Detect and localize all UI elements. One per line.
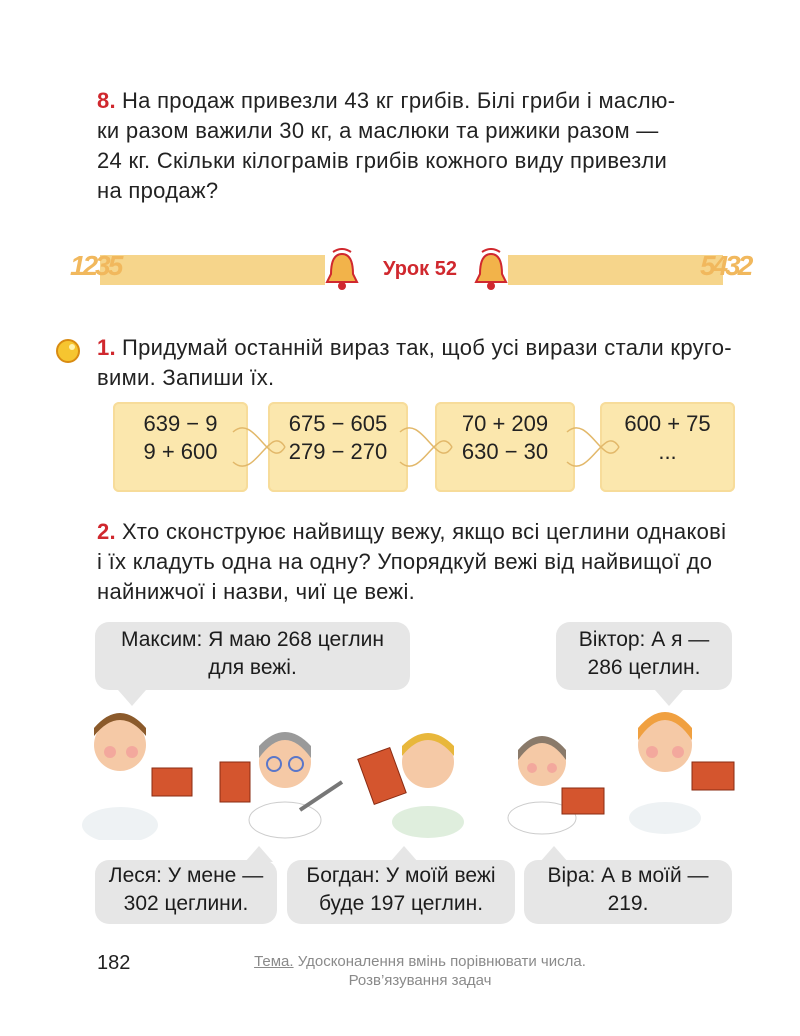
speech-bubble-maksym xyxy=(95,622,410,690)
bubble-line: 219. xyxy=(607,892,649,915)
topic-line: Удосконалення вмінь порівнювати числа. xyxy=(297,953,586,970)
child-figure xyxy=(508,736,604,834)
lesson-title: Урок 52 xyxy=(383,258,457,280)
bell-icon xyxy=(472,248,510,292)
speech-bubble-bohdan xyxy=(287,860,515,924)
expression: 630 − 30 xyxy=(461,439,549,464)
task-text-line: На продаж привезли 43 кг грибів. Білі гриби і маслю- xyxy=(121,88,676,113)
page-number: 182 xyxy=(97,952,131,974)
expression: 9 + 600 xyxy=(143,439,218,464)
expression: 600 + 75 xyxy=(624,411,711,436)
bell-icon xyxy=(323,248,361,292)
bubble-line: 286 цеглин. xyxy=(587,656,701,679)
string-connector-icon xyxy=(225,402,695,497)
number-decoration-left: 1235 xyxy=(70,250,121,281)
expression: 279 − 270 xyxy=(288,439,388,464)
speech-bubble-vira xyxy=(524,860,732,924)
number-decoration-right: 5432 xyxy=(700,250,751,281)
speech-bubble-lesia xyxy=(95,860,277,924)
speech-bubble-viktor xyxy=(556,622,732,690)
task-8 xyxy=(97,86,735,206)
smiley-marker-icon xyxy=(55,338,81,364)
bubble-line: Віктор: А я — xyxy=(578,628,710,651)
bubble-line: Віра: А в моїй — xyxy=(547,864,709,887)
expression: 639 − 9 xyxy=(143,411,218,436)
task-text-line: і їх кладуть одна на одну? Упорядкуй вежі від найвищої до xyxy=(97,549,713,574)
footer-topic xyxy=(230,952,610,990)
task-text-line: Придумай останній вираз так, щоб усі вирази стали круго- xyxy=(121,335,732,360)
bubble-line: для вежі. xyxy=(208,656,297,679)
task-text-line: 24 кг. Скільки кілограмів грибів кожного виду привезли xyxy=(97,148,668,173)
task-text-line: вими. Запиши їх. xyxy=(97,365,275,390)
task-number: 8. xyxy=(97,88,116,113)
lesson-band-left xyxy=(100,255,325,285)
bubble-line: 302 цеглини. xyxy=(123,892,249,915)
child-figure xyxy=(82,713,192,840)
expression: 70 + 209 xyxy=(461,411,549,436)
bubble-line: Богдан: У моїй вежі xyxy=(306,864,496,887)
bubble-line: буде 197 цеглин. xyxy=(318,892,484,915)
task-text-line: на продаж? xyxy=(97,178,219,203)
lesson-band-right xyxy=(508,255,723,285)
task-number: 2. xyxy=(97,519,116,544)
task-1 xyxy=(97,333,735,393)
expression: ... xyxy=(658,439,677,464)
task-number: 1. xyxy=(97,335,116,360)
task-text-line: ки разом важили 30 кг, а маслюки та рижики разом — xyxy=(97,118,659,143)
child-figure xyxy=(220,732,342,838)
task-text-line: найнижчої і назви, чиї це вежі. xyxy=(97,579,416,604)
topic-line: Розв’язування задач xyxy=(348,972,492,989)
bubble-line: Максим: Я маю 268 цеглин xyxy=(121,628,384,651)
task-text-line: Хто сконструює найвищу вежу, якщо всі цеглини однакові xyxy=(121,519,727,544)
bubble-line: Леся: У мене — xyxy=(108,864,264,887)
task-2 xyxy=(97,517,735,607)
child-figure xyxy=(629,712,734,834)
expression: 675 − 605 xyxy=(288,411,388,436)
children-with-bricks-illustration xyxy=(80,700,740,840)
topic-label: Тема. xyxy=(254,953,294,970)
child-figure xyxy=(358,733,464,838)
